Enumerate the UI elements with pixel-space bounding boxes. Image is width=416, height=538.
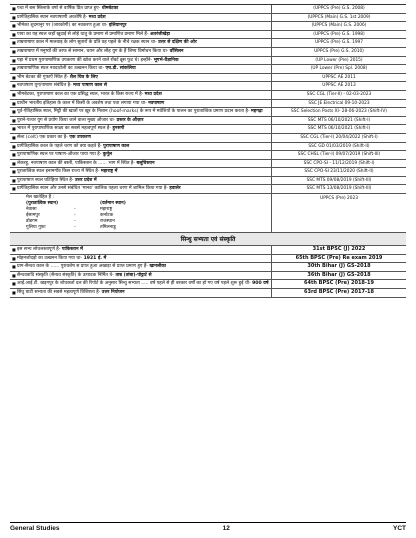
answer-text: प्रस्तर के औज़ार [116,117,144,123]
exam-source: SSC MTS 09/08/2019 (Shift-III) [306,177,372,183]
bullet-icon: ■ [12,126,16,132]
bullet-icon: ■ [12,255,16,261]
answer-text: शैल चित्र के लिए [69,74,98,80]
bullet-icon: ■ [12,177,16,183]
answer-text: बलूचिस्तान [136,160,155,166]
question-text: भीम बेटका की गुफाएँ स्थित हैं- [17,74,69,80]
exam-source: SSC GD 01/03/2019 (Shift-II) [308,143,370,149]
exam-source: (UPPCS (Pre) G.S. 2008) [313,6,365,11]
question-row [10,39,406,48]
question-row [10,22,406,31]
answer-text: एक उपकरण [69,134,91,140]
bullet-icon: ■ [12,143,16,149]
site-match-table [10,194,406,233]
exam-source: UPPSC AE 2011 [322,74,356,80]
bullet-icon: ■ [12,23,16,29]
table-cell: - [74,225,76,231]
bullet-icon: ■ [12,48,16,54]
question-text: भीमबेटका, पुरापाषाण काल का एक प्रसिद्ध स्थल, भारत के किस राज्य में है- [17,91,144,97]
bullet-icon: ■ [12,40,16,46]
table-cell: - [74,213,76,219]
bullet-icon: ■ [12,14,16,20]
table-cell: गुलिया गुफ़ा [26,225,46,231]
answer-text: मध्य प्रदेश [88,14,106,20]
answer-text: हुनसगी [112,126,125,132]
answer-text: कुर्नूल [102,152,113,158]
bullet-icon: ■ [12,134,16,140]
question-row [10,74,406,83]
section-heading: सिन्धु सभ्यता एवं संस्कृति [10,233,406,246]
question-text: पुरातात्विक स्थल इनामगाँव किस राज्य में स्थित है- [17,169,100,175]
exam-source: (UPPCS (Main) G.S. 2006) [311,23,367,29]
table-cell: कर्नाटक [100,213,114,219]
exam-source: SSC CGL (Tier-II) - 02-03-2023 [306,91,372,97]
question-text: भीमेका शुदमानुर पर (जारकोगी) का नवकरण हुआ था- [17,23,108,29]
answer-text: हवालेर [169,186,181,192]
exam-source: SSC Selection Posts XI- 28-06-2023 (Shift-IV) [291,109,387,115]
bullet-icon: ■ [12,109,16,115]
exam-source: 30th Bihar (J) GS-2018 [307,263,371,270]
bullet-icon: ■ [12,74,16,80]
question-row [10,31,406,40]
answer-text: मध्य पाषाण काल से [73,83,107,89]
question-text: प्राचीन भारतीय इतिहास के काल में किसी के अवशेष तथा पता लगाया गया था- [17,100,147,106]
question-row [10,143,406,152]
question-text: प्रागैतिहासिक स्थान और उनसे संबंधित 'मानव' कालिक पहला चरण में शामिल किया गया है- [17,186,168,192]
answer-text: इलियानपुर [109,23,127,29]
bullet-icon: ■ [12,272,16,278]
bullet-icon: ■ [12,117,16,123]
bullet-icon: ■ [12,169,16,175]
question-row [10,91,406,100]
question-text: ताम्रपाषाणिक स्थल नवदाटोली का उत्खनन किया था- [17,66,105,72]
exam-source: SSC MTS 13/08/2019 (Shift-III) [306,186,372,192]
question-row [10,65,406,74]
exam-source: 65th BPSC (Pre) Re exam 2019 [295,254,383,261]
table-header-modern: (वर्तमान स्थान) [100,201,126,207]
answer-text: एच.डी. सांकलिया [105,66,136,72]
table-source: UPPCS (Pre) 2023 [320,196,358,202]
bullet-icon: ■ [12,91,16,97]
exam-source: SSC CPO-SI - 11/12/2019 (Shift-I) [303,160,375,166]
question-row [10,100,406,109]
question-text: नवपाषाण युग/पाषाण संबंधित है- [17,83,72,89]
table-intro: मेल खातेहित हैं : [26,195,55,201]
exam-source: (UPPCS (Pre) G.S. 1998) [313,31,365,37]
exam-source: 63rd BPSC (Pre) 2017-18 [303,289,374,296]
question-row [10,151,406,160]
bullet-icon: ■ [12,152,16,158]
answer-text: मध्य प्रदेश [144,91,162,97]
table-cell: - [74,207,76,213]
exam-source: UPPCS (Pre) G.S. 1997 [314,40,364,46]
question-text: पुराने-पत्थर युग से प्रयोग किया जाने वाला मुख्य औजार था- [17,117,116,123]
page-footer [10,522,406,532]
question-row [10,185,406,194]
question-row [10,263,406,272]
answer-text: 900 वर्ष [252,281,269,287]
bullet-icon: ■ [12,57,16,63]
bullet-icon: ■ [12,6,16,11]
answer-text: खानलीका [149,264,166,270]
exam-source: SSC CPO-SI 23/11/2020 (Shift-II) [304,169,374,175]
table-cell: डोडगम [26,219,38,225]
question-row [10,57,406,66]
question-row [10,108,406,117]
exam-source: UPPCS (Pre) G.S. 2010) [314,48,364,54]
question-row [10,5,406,14]
bullet-icon: ■ [12,31,16,37]
bullet-icon: ■ [12,160,16,166]
bullet-icon: ■ [12,186,16,192]
question-text: मोहनजोदड़ो का उत्खनन किया गया था- [17,255,83,261]
question-row [10,177,406,186]
answer-text: महगढ़ा [251,109,263,115]
question-text: सेल्ट (celt) एक प्रकार का है- [17,134,68,140]
question-text: ताम्रपाषाण काल में मालवाइ के लोग सुतारों के प्रति वह पहले के नीचे रक्षक स्थान था- [17,40,157,46]
question-text: पाया का यह स्थल जहाँ खुदाई से लोहे धातु के प्रमाण से प्रमाणित प्रमाण मिले हैं- [17,31,149,37]
question-text: ताम्रपाषाण में मनुष्यों की तरफ से सामान, चयन और लौह युग के हैं शिष्य विमोचन किया था- [17,48,169,54]
exam-source: SSC CGL (Tier-I) 20/04/2022 (Shift-I) [300,134,378,140]
question-row [10,160,406,169]
exam-source: SSC MTS 06/10/2021 (Shift-I) [307,117,371,123]
exam-source: 64th BPSC (Pre) 2018-19 [304,280,374,287]
exam-source: (UPPCS (Main) G.S. 1st 2009) [307,14,371,20]
footer-publisher: YCT [392,525,406,532]
bullet-icon: ■ [12,264,16,270]
exam-source: (UP Lower (Pre) 2015) [315,57,363,63]
table-cell: तमिलनाडु [100,225,116,231]
footer-subject: General Studies [10,525,60,532]
exam-source: (UP Lower (Pre) Spl. 2008) [310,66,368,72]
question-text: आई.आई.टी. खड़गपुर के शोधकर्ता दल की रिपोर्ट के अनुसार सिन्धु सभ्यता ..... वर्ष पहले से ही बरकार वर्षों का हो गए वर्ष पहले शुरू हुई थी- [17,281,251,287]
exam-source: UPPSC AE 2013 [322,83,356,89]
table-cell: महाराष्ट्र [100,207,113,213]
answer-text: उत्तर प्रदेश में [74,177,97,183]
question-text: इस सभ्य लोथलस्तापूर्ण है- [17,247,61,253]
question-list-prehistory [10,4,406,194]
question-text: पुरापाषाणिक स्थल पर पाषाण-औजार पाया गया है- [17,152,102,158]
answer-text: उत्तर से दक्षिण की ओर [158,40,197,46]
question-row [10,82,406,91]
question-text: प्रागेतिहासिक स्थान नवपाषाणी अवशेषि है- [17,14,88,20]
table-cell: ईसामपुर [26,213,40,219]
question-row [10,48,406,57]
question-row [10,134,406,143]
exam-source: 31st BPSC (J) 2022 [312,246,366,253]
question-row [10,280,406,289]
table-header-ancient: (पुरातात्विक स्थान) [26,201,59,207]
question-list-indus [10,246,406,298]
question-row [10,117,406,126]
table-cell: - [74,219,76,225]
question-row [10,255,406,264]
question-row [10,246,406,255]
exam-source: SSC MTS 06/10/2021 (Shift-I) [307,126,371,132]
answer-text: पाकिस्तान में [61,247,83,253]
answer-text: भूगर्भ-वैज्ञानिक [153,57,179,63]
answer-text: धीमबेटका [101,6,119,11]
question-text: सिंधु घाटी सभ्यता की सबसे महत्वपूर्ण विशिष्टता है- [17,290,101,296]
answer-text: उत्तर नियोजन [101,290,125,296]
question-row [10,168,406,177]
question-text: पुरापाषाण स्थल घटिहिया स्थित है- [17,177,74,183]
page-number: 12 [222,525,230,532]
question-row [10,272,406,281]
bullet-icon: ■ [12,281,16,287]
question-text: पचा में बस स्तिलाके वर्षा से वार्षिक प्रित प्राप्त हुए- [17,6,101,11]
bullet-icon: ■ [12,247,16,253]
question-text: प्राग-सैन्धव काल के ...... पुरावशेष स प्राप्त हुआ अखाड़ा से प्राप्त प्रमाण हुए हैं- [17,264,148,270]
question-row [10,125,406,134]
question-text: पहा में प्रथम पुरापाषाणिक उपकरण की खोज करने वाले रॉबर्ट ब्रूस फुट थे। इन्होंने- [17,57,153,63]
question-text: प्रागैतिहासिक काल के पहले चरण को क्या कहते हैं- [17,143,102,149]
exam-source: 36th Bihar (J) GS-2018 [307,271,371,278]
answer-text: पुरापाषाण काल [103,143,130,149]
table-row [12,225,269,231]
answer-text: ताम्र (तांबा)-पोट्टार्ट से [115,272,152,278]
table-cell: राजस्थान [100,219,115,225]
exam-source: SSC JE Electrical 09-10-2023 [308,100,370,106]
question-text: भारत में पुरापाषाणिक साक्ष्य का सबसे महत्वपूर्ण स्थल है- [17,126,111,132]
answer-text: 1921 ई. में [83,255,107,261]
bullet-icon: ■ [12,290,16,296]
bullet-icon: ■ [12,83,16,89]
exam-source: SSC CHSL (Tier-I) 09/07/2019 (Shift-III) [297,152,381,158]
question-text: लेकरहू, नवपाषाण काल की बस्ती, पाकिस्तान के ...... भाग में स्थित है- [17,160,136,166]
table-cell: नेवासा [26,207,37,213]
answer-text: अतरंजीखेड़ा [149,31,170,37]
question-row [10,289,406,298]
question-text: सैन्धववादि संस्कृति (सैन्धव संस्कृति) के उत्पादक निर्मित थे- [17,272,114,278]
answer-text: वाँसिलन [169,48,184,54]
question-text: पूर्व-ऐतिहासिक स्थल, मिट्टी की खातों पर खुर के निशान (hoof-marks) के रूप में मवेशियों के पालन का पुरातात्विक प्रमाण प्रदान करता है- [17,109,250,115]
bullet-icon: ■ [12,100,16,106]
bullet-icon: ■ [12,66,16,72]
answer-text: महाराष्ट्र में [100,169,118,175]
question-row [10,14,406,23]
answer-text: नवपाषाण [148,100,165,106]
